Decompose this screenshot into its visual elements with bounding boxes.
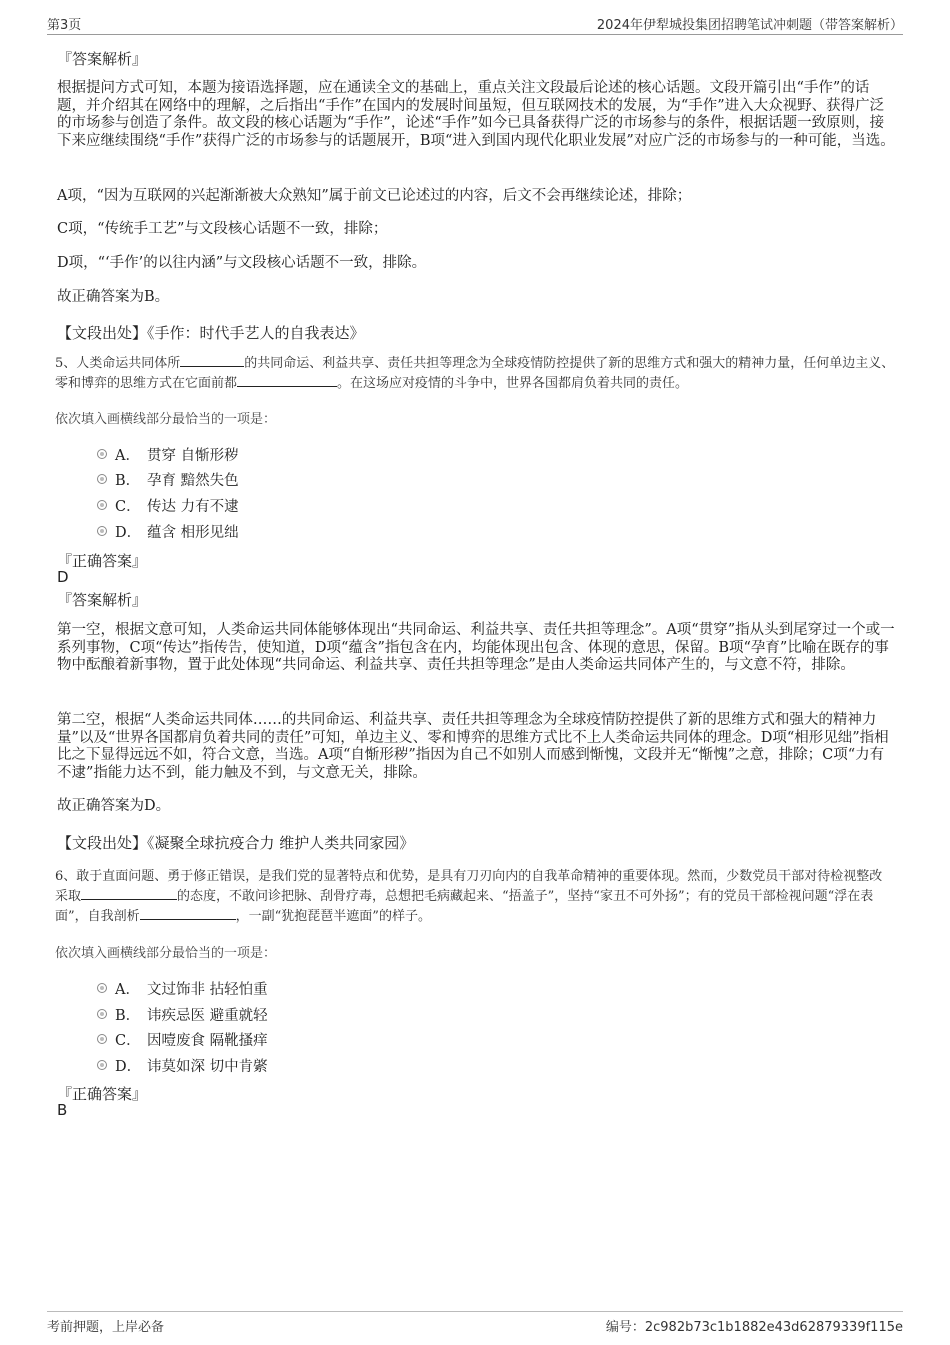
analysis-paragraph: D项，“‘手作’的以往内涵”与文段核心话题不一致，排除。 [57,255,427,271]
fill-blank [237,373,337,387]
analysis-label: 『答案解析』 [57,50,148,68]
passage-source: 【文段出处】《凝聚全球抗疫合力 维护人类共同家园》 [57,834,415,852]
radio-button-icon[interactable] [97,474,107,484]
question-stem: 6、敢于直面问题、勇于修正错误，是我们党的显著特点和优势，是具有刀刃向内的自我革命精神的重要体现。然而，少数党员干部对待检视整改采取 的态度，不敢问诊把脉、刮骨疗毒，总想把毛病藏起来、“捂盖子”，坚持“家丑不可外扬”；有的党员干部检视问题“浮在表面”，自我剖析 ，一副“犹抱琵琶半遮面”的样子。 [55,869,883,924]
passage-source: 【文段出处】《手作：时代手艺人的自我表达》 [57,324,365,342]
question-prompt: 依次填入画横线部分最恰当的一项是： [55,946,277,961]
page-number: 第3页 [47,18,82,33]
radio-button-icon[interactable] [97,1060,107,1070]
analysis-label: 『答案解析』 [57,591,148,609]
analysis-paragraph: A项，“因为互联网的兴起渐渐被大众熟知”属于前文已论述过的内容，后文不会再继续论述，排除； [57,188,692,204]
page-footer [47,1311,903,1334]
document-code: 编号：2c982b73c1b1882e43d62879339f115e [605,1320,903,1335]
page-header [47,12,903,35]
analysis-paragraph: 第一空，根据文意可知，人类命运共同体能够体现出“共同命运、利益共享、责任共担等理念”。A项“贯穿”指从头到尾穿过一个或一系列事物，C项“传达”指传告，使知道，D项“蕴含”指包含在内，均能体现出包含、体现的意思，保留。B项“孕育”比喻在既存的事物中酝酿着新事物，置于此处体现“共同命运、利益共享、责任共担等理念”是由人类命运共同体产生的，与文意不符，排除。 [57,622,895,673]
analysis-paragraph: C项，“传统手工艺”与文段核心话题不一致，排除； [57,221,388,237]
analysis-paragraph: 第二空，根据“人类命运共同体……的共同命运、利益共享、责任共担等理念为全球疫情防控提供了新的思维方式和强大的精神力量”以及“世界各国都肩负着共同的责任”可知，单边主义、零和博弈的思维方式比不上人类命运共同体的理念。D项“相形见绌”指相比之下显得远远不如，符合文意，当选。A项“自惭形秽”指因为自己不如别人而感到惭愧，文段并无“惭愧”之意，排除；C项“力有不逮”指能力达不到，能力触及不到，与文意无关，排除。 [57,712,889,781]
radio-button-icon[interactable] [97,1009,107,1019]
radio-button-icon[interactable] [97,500,107,510]
correct-answer: D [57,568,69,586]
correct-answer: B [57,1101,68,1119]
correct-answer-label: 『正确答案』 [57,1085,148,1103]
radio-button-icon[interactable] [97,983,107,993]
document-title: 2024年伊犁城投集团招聘笔试冲刺题（带答案解析） [596,18,903,33]
fill-blank [140,906,236,920]
question-stem: 5、人类命运共同体所 的共同命运、利益共享、责任共担等理念为全球疫情防控提供了新的思维方式和强大的精神力量，任何单边主义、零和博弈的思维方式在它面前都 。在这场应对疫情的斗争中，世界各国都肩负着共同的责任。 [55,353,895,393]
radio-button-icon[interactable] [97,526,107,536]
radio-button-icon[interactable] [97,1034,107,1044]
footer-slogan: 考前押题，上岸必备 [47,1320,165,1335]
correct-answer-label: 『正确答案』 [57,552,148,570]
analysis-paragraph: 根据提问方式可知，本题为接语选择题，应在通读全文的基础上，重点关注文段最后论述的核心话题。文段开篇引出“手作”的话题，并介绍其在网络中的理解，之后指出“手作”在国内的发展时间虽短，但互联网技术的发展，为“手作”进入大众视野、获得广泛的市场参与创造了条件。故文段的核心话题为“手作”，论述“手作”如今已具备获得广泛的市场参与的条件，根据话题一致原则，接下来应继续围绕“手作”获得广泛的市场参与的话题展开，B项“进入到国内现代化职业发展”对应广泛的市场参与的一种可能，当选。 [57,80,895,149]
radio-button-icon[interactable] [97,449,107,459]
answer-statement: 故正确答案为B。 [57,289,170,305]
fill-blank [81,886,177,900]
fill-blank [180,353,244,367]
question-prompt: 依次填入画横线部分最恰当的一项是： [55,412,277,427]
answer-statement: 故正确答案为D。 [57,798,171,814]
